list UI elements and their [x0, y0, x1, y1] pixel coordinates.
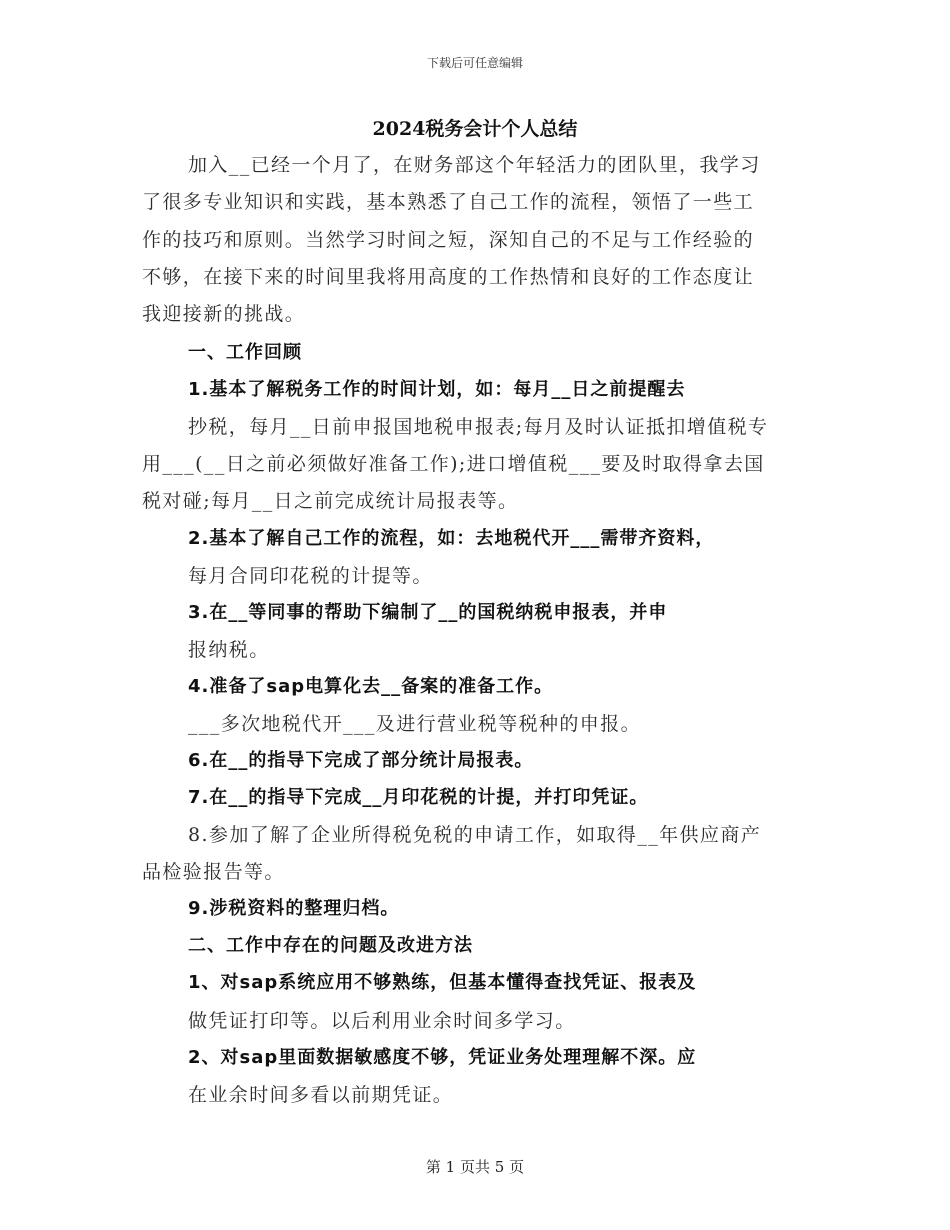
list-item: 1.基本了解税务工作的时间计划，如：每月__日之前提醒去 — [188, 379, 686, 400]
list-item: 1、对sap系统应用不够熟练，但基本懂得查找凭证、报表及 — [188, 972, 697, 993]
page-footer: 第 1 页共 5 页 — [425, 1158, 525, 1176]
section-heading: 二、工作中存在的问题及改进方法 — [188, 935, 473, 956]
list-item: 3.在__等同事的帮助下编制了__的国税纳税申报表，并申 — [188, 602, 668, 623]
list-item: 9.涉税资料的整理归档。 — [188, 898, 400, 919]
list-item-line: 做凭证打印等。以后利用业余时间多学习。 — [188, 1010, 576, 1032]
list-item-line: 用___(__日之前必须做好准备工作);进口增值税___要及时取得拿去国 — [142, 453, 765, 475]
paragraph-line: 加入__已经一个月了，在财务部这个年轻活力的团队里，我学习 — [188, 154, 761, 176]
paragraph-line: 作的技巧和原则。当然学习时间之短，深知自己的不足与工作经验的 — [142, 229, 755, 251]
list-item: 2.基本了解自己工作的流程，如：去地税代开___需带齐资料， — [188, 528, 715, 549]
header-note: 下载后可任意编辑 — [426, 56, 523, 70]
list-item: 4.准备了sap电算化去__备案的准备工作。 — [188, 676, 554, 697]
document-title: 2024税务会计个人总结 — [372, 118, 578, 140]
list-item-line: ___多次地税代开___及进行营业税等税种的申报。 — [188, 713, 642, 735]
paragraph-line: 了很多专业知识和实践，基本熟悉了自己工作的流程，领悟了一些工 — [142, 191, 755, 213]
paragraph-line: 我迎接新的挑战。 — [142, 303, 306, 325]
list-item-line: 8.参加了解了企业所得税免税的申请工作，如取得__年供应商产 — [188, 824, 762, 846]
list-item: 2、对sap里面数据敏感度不够，凭证业务处理理解不深。应 — [188, 1047, 697, 1068]
paragraph-line: 不够，在接下来的时间里我将用高度的工作热情和良好的工作态度让 — [142, 266, 755, 288]
list-item: 7.在__的指导下完成__月印花税的计提，并打印凭证。 — [188, 787, 649, 808]
list-item-line: 品检验报告等。 — [142, 861, 285, 883]
section-heading: 一、工作回顾 — [188, 342, 302, 363]
list-item-line: 报纳税。 — [188, 639, 270, 661]
list-item-line: 在业余时间多看以前期凭证。 — [188, 1084, 454, 1106]
list-item-line: 抄税，每月__日前申报国地税申报表;每月及时认证抵扣增值税专 — [188, 416, 769, 438]
list-item-line: 税对碰;每月__日之前完成统计局报表等。 — [142, 490, 519, 512]
list-item-line: 每月合同印花税的计提等。 — [188, 565, 433, 587]
list-item: 6.在__的指导下完成了部分统计局报表。 — [188, 750, 534, 771]
